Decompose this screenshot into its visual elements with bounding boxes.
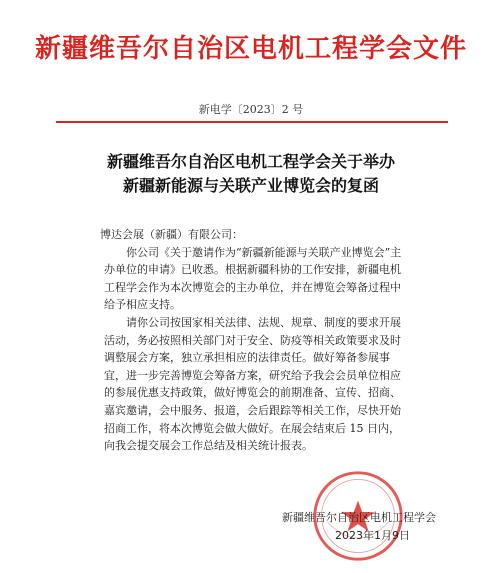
org-header-title: 新疆维吾尔自治区电机工程学会文件 [34,34,467,64]
red-divider-rule [56,121,448,123]
signature-date: 2023年1月9日 [335,529,410,542]
signer-organization: 新疆维吾尔自治区电机工程学会 [282,511,436,524]
document-title-line-1: 新疆维吾尔自治区电机工程学会关于举办 [106,152,395,171]
document-number: 新电学〔2023〕2 号 [198,103,304,116]
document-title-line-2: 新疆新能源与关联产业博览会的复函 [122,176,379,195]
addressee: 博达会展（新疆）有限公司： [100,228,243,241]
body-paragraph-1: 你公司《关于邀请作为“新疆新能源与关联产业博览会”主办单位的申请》已收悉。根据新疆科协的工作安排，新疆电机工程学会作为本次博览会的主办单位，并在博览会筹备过程中给予相应支持。 [104,245,402,312]
document-title [0,150,502,198]
body-paragraph-2: 请你公司按国家相关法律、法规、规章、制度的要求开展活动，务必按照相关部门对于安全、防疫等相关政策要求及时调整展会方案，独立承担相应的法律责任。做好筹备参展事宜，进一步完善博览会筹备方案，研究给予我会会员单位相应的参展优惠支持政策，做好博览会的前期准备、宣传、招商、嘉宾邀请，会中服务、报道，会后跟踪等相关工作，尽快开始招商工作，将本次博览会做大做好。在展会结束后 15 日内，向我会提交展会工作总结及相关统计报表。 [104,315,401,453]
letter-body [100,226,404,455]
